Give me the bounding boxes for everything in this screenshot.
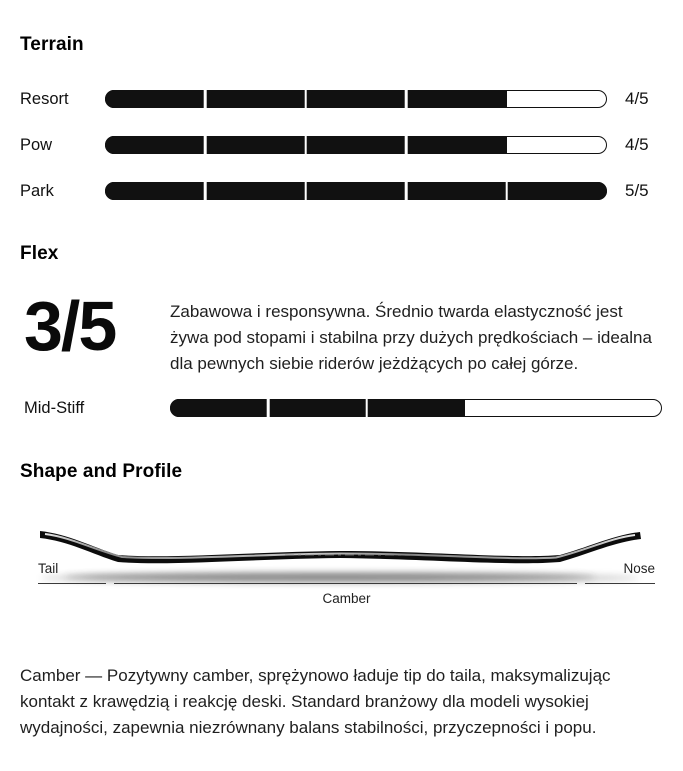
rating-value: 5/5 (625, 181, 649, 200)
camber-profile-diagram (20, 483, 655, 663)
diagram-lines (38, 583, 655, 584)
terrain-heading: Terrain (20, 34, 84, 55)
terrain-section (20, 34, 655, 200)
nose-section-line (585, 583, 655, 584)
shape-profile-section (20, 461, 655, 741)
flex-bar-label: Mid-Stiff (24, 398, 85, 417)
flex-description: Zabawowa i responsywna. Średnio twarda elastyczność jest żywa pod stopami i stabilna przy dużych prędkościach – idealna dla pewnych siebie riderów jeżdżących po całej górze. (170, 302, 652, 373)
flex-rating-bar (170, 399, 662, 417)
camber-section-line (114, 583, 577, 584)
rating-bar (105, 90, 607, 108)
rating-label: Pow (20, 135, 53, 154)
rating-value: 4/5 (625, 135, 649, 154)
flex-section (20, 243, 655, 417)
terrain-row-pow (20, 136, 655, 154)
flex-bar-row (20, 399, 655, 417)
camber-description: Camber — Pozytywny camber, sprężynowo ładuje tip do taila, maksymalizując kontakt z krawędzią i reakcję deski. Standard branżowy dla modeli wysokiej wydajności, zapewnia niezrównany balans stabilności, przyczepności i popu. (20, 666, 611, 737)
rating-value: 4/5 (625, 89, 649, 108)
tail-section-line (38, 583, 106, 584)
nose-label: Nose (623, 561, 655, 576)
camber-label: Camber (322, 591, 371, 606)
rating-label: Park (20, 181, 54, 200)
flex-score: 3/5 (24, 287, 116, 365)
shape-profile-heading: Shape and Profile (20, 461, 183, 482)
tail-label: Tail (38, 561, 59, 576)
terrain-rating-list (20, 90, 655, 200)
terrain-row-park (20, 182, 655, 200)
snowboard-side-profile-image (0, 505, 683, 590)
rating-bar (105, 182, 607, 200)
terrain-row-resort (20, 90, 655, 108)
rating-label: Resort (20, 89, 69, 108)
diagram-end-labels (38, 561, 655, 576)
flex-content (20, 287, 655, 377)
rating-bar (105, 136, 607, 154)
flex-heading: Flex (20, 243, 59, 264)
